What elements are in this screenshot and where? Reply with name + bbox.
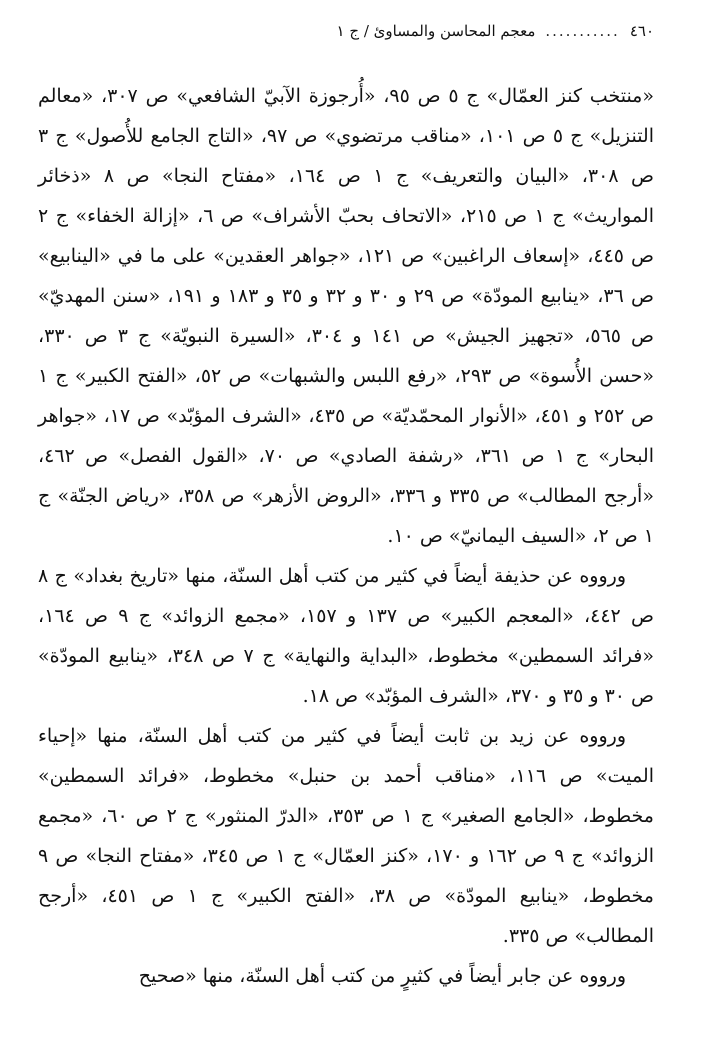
paragraph-hudhayfa: ورووه عن حذيفة أيضاً في كثير من كتب أهل السنّة، منها «تاريخ بغداد» ج ٨ ص ٤٤٢، «المعجم الكبير» ص ١٣٧ و ١٥٧، «مجمع الزوائد» ج ٩ ص ١٦٤، «فرائد السمطين» مخطوط، «البداية والنهاية» ج ٧ ص ٣٤٨، «ينابيع المودّة» ص ٣٠ و ٣٥ و ٣٧٠، «الشرف المؤبّد» ص ١٨. — [38, 565, 655, 707]
paragraph-zayd-ibn-thabit: ورووه عن زيد بن ثابت أيضاً في كثير من كتب أهل السنّة، منها «إحياء الميت» ص ١١٦، «مناقب أحمد بن حنبل» مخطوط، «فرائد السمطين» مخطوط، «الجامع الصغير» ج ١ ص ٣٥٣، «الدرّ المنثور» ج ٢ ص ٦٠، «مجمع الزوائد» ج ٩ ص ١٦٢ و ١٧٠، «كنز العمّال» ج ١ ص ٣٤٥، «مفتاح النجا» ص ٩ مخطوط، «ينابيع المودّة» ص ٣٨، «الفتح الكبير» ج ١ ص ٤٥١، «أرجح المطالب» ص ٣٣٥. — [38, 725, 654, 947]
running-title: معجم المحاسن والمساوئ / ج ١ — [336, 22, 536, 40]
paragraph-sources-list: «منتخب كنز العمّال» ج ٥ ص ٩٥، «أُرجوزة الآبيّ الشافعي» ص ٣٠٧، «معالم التنزيل» ج ٥ ص ١٠١، «مناقب مرتضوي» ص ٩٧، «التاج الجامع للأُصول» ج ٣ ص ٣٠٨، «البيان والتعريف» ج ١ ص ١٦٤، «مفتاح النجا» ص ٨ «ذخائر المواريث» ج ١ ص ٢١٥، «الاتحاف بحبّ الأشراف» ص ٦، «إزالة الخفاء» ج ٢ ص ٤٤٥، «إسعاف الراغبين» ص ١٢١، «جواهر العقدين» على ما في «الينابيع» ص ٣٦، «ينابيع المودّة» ص ٢٩ و ٣٠ و ٣٢ و ٣٥ و ١٨٣ و ١٩١، «سنن المهديّ» ص ٥٦٥، «تجهيز الجيش» ص ١٤١ و ٣٠٤، «السيرة النبويّة» ج ٣ ص ٣٣٠، «حسن الأُسوة» ص ٢٩٣، «رفع اللبس والشبهات» ص ٥٢، «الفتح الكبير» ج ١ ص ٢٥٢ و ٤٥١، «الأنوار المحمّديّة» ص ٤٣٥، «الشرف المؤبّد» ص ١٧، «جواهر البحار» ج ١ ص ٣٦١، «رشفة الصادي» ص ٧٠، «القول الفصل» ص ٤٦٢، «أرجح المطالب» ص ٣٣٥ و ٣٣٦، «الروض الأزهر» ص ٣٥٨، «رياض الجنّة» ج ١ ص ٢، «السيف اليمانيّ» ص ١٠. — [38, 85, 655, 547]
page-header — [38, 14, 654, 48]
paragraph-jabir: ورووه عن جابر أيضاً في كثيرٍ من كتب أهل السنّة، منها «صحيح — [138, 965, 626, 987]
page-number: ٤٦٠ — [629, 22, 654, 40]
header-dot-leader: ........... — [545, 22, 620, 40]
